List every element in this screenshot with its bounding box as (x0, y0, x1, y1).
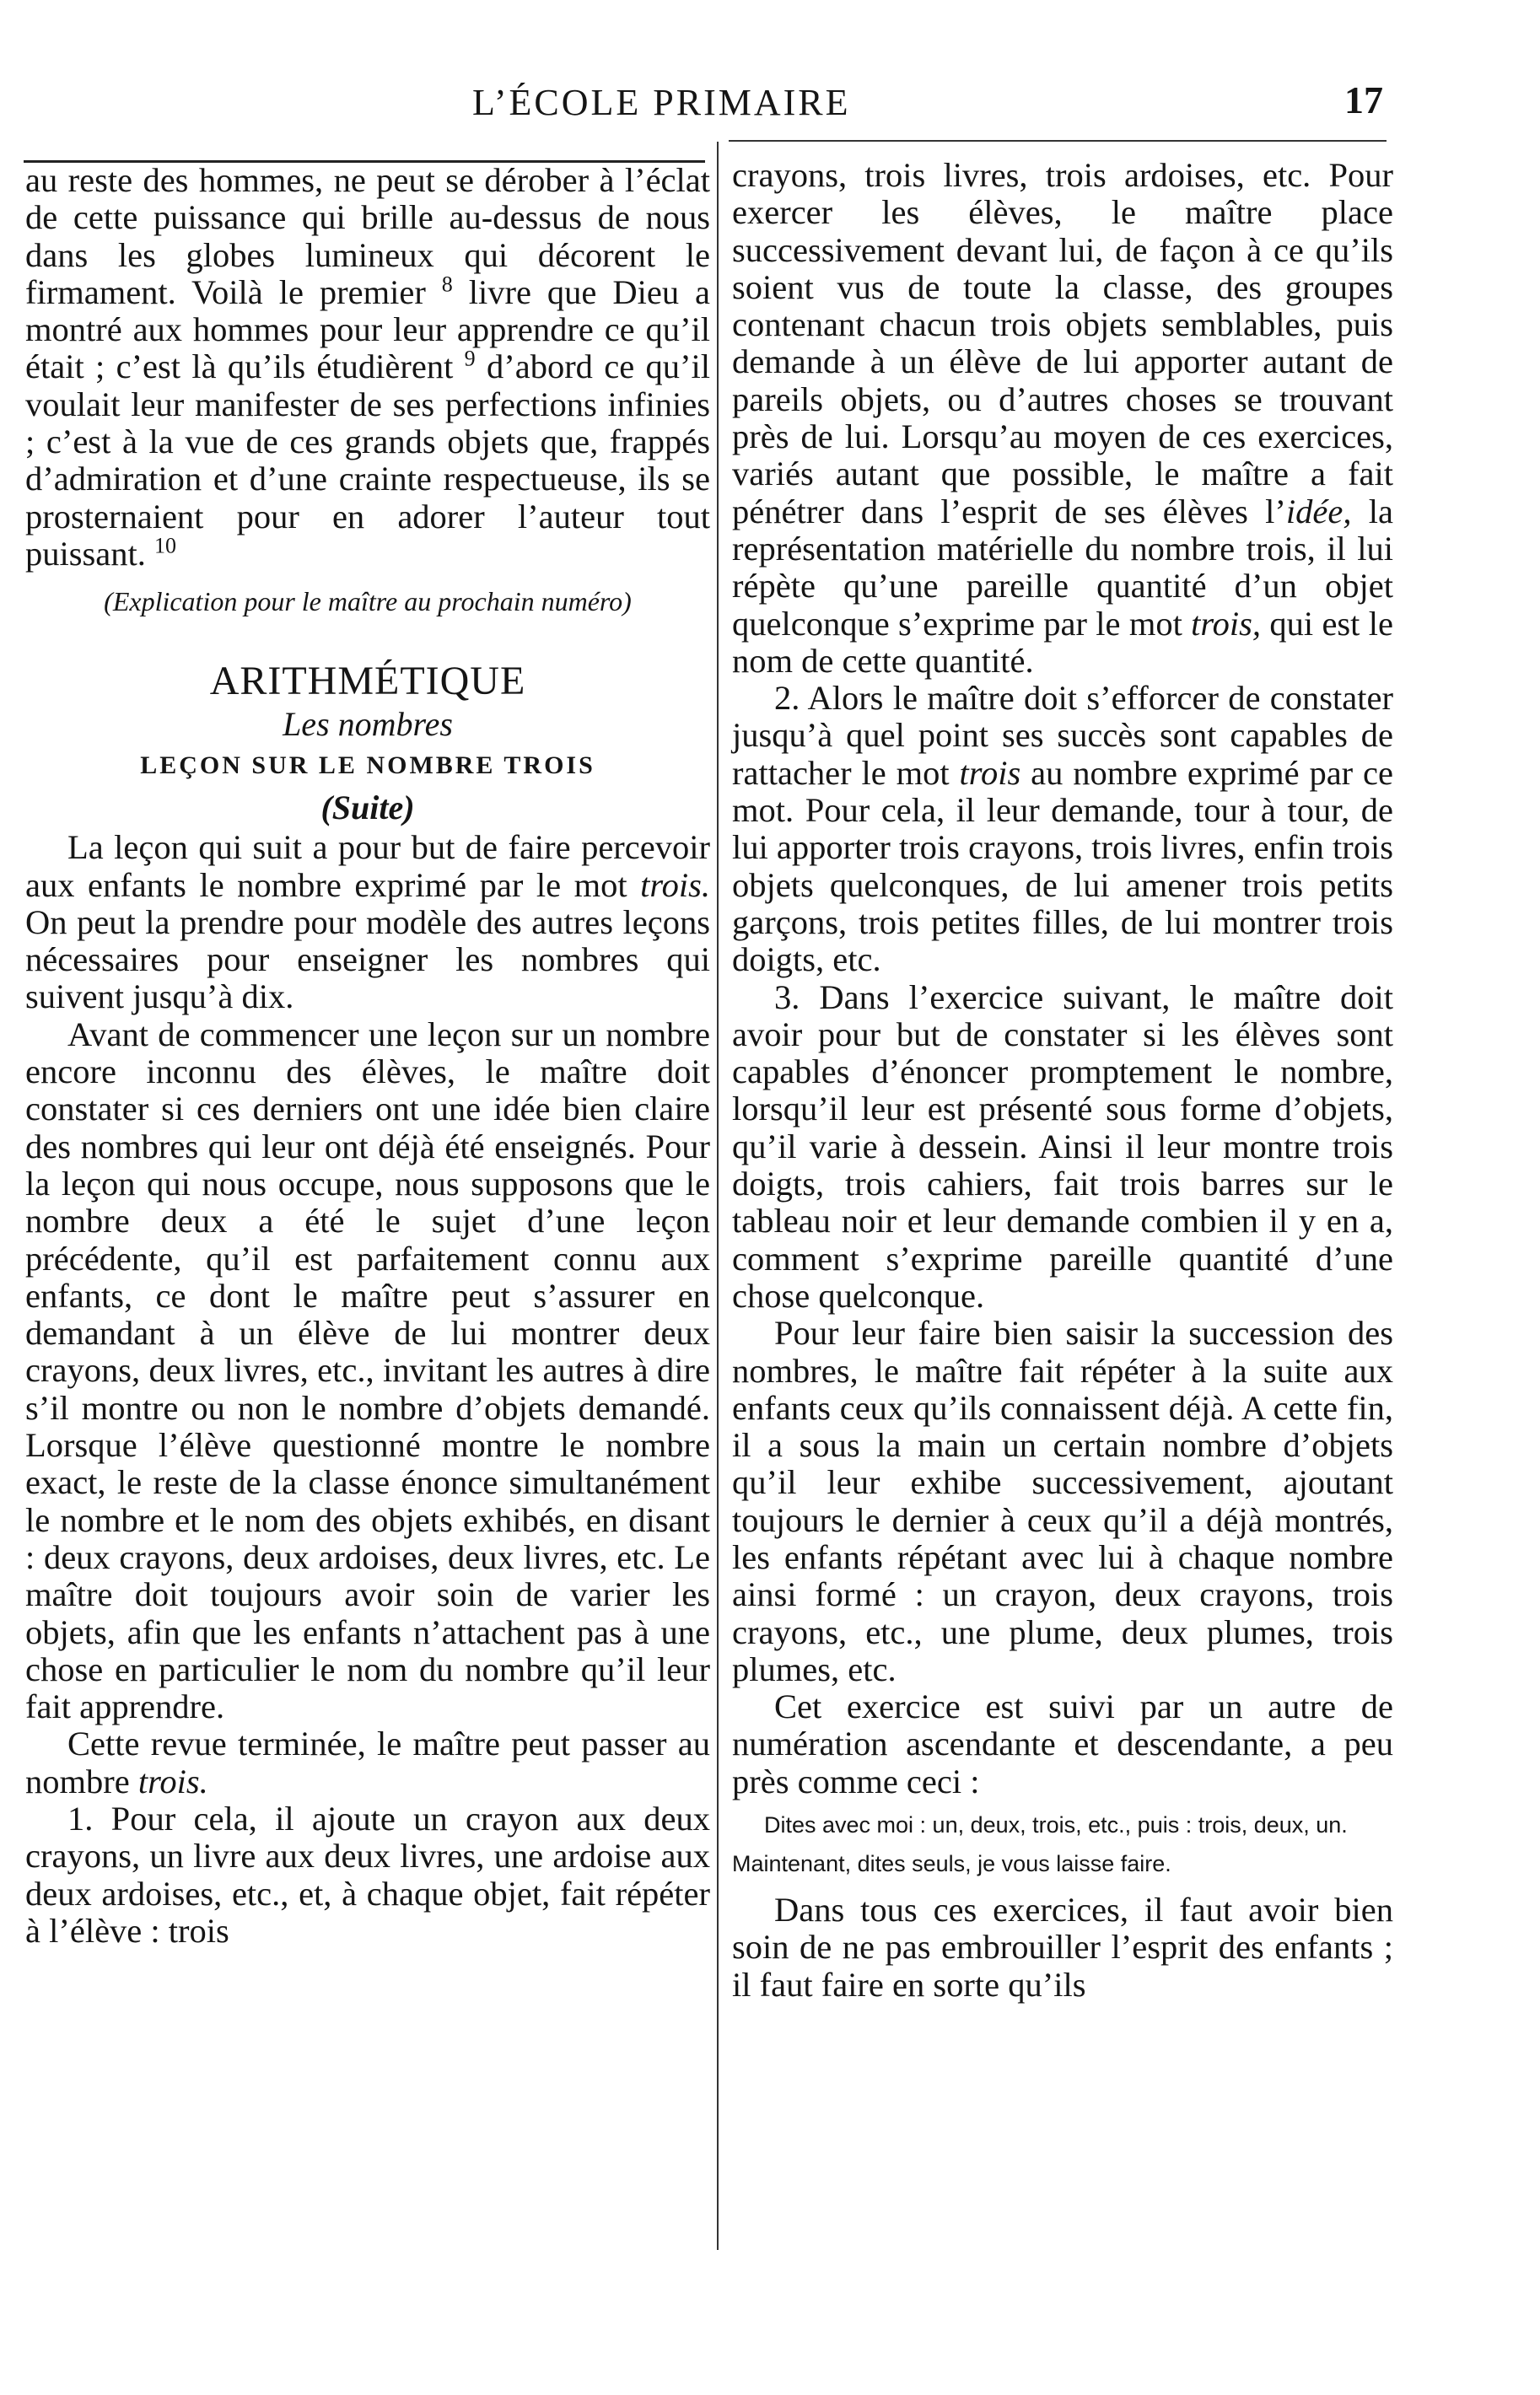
paragraph: Cet exercice est suivi par un autre de numération ascendante et descendante, a peu près comme ceci : (732, 1687, 1393, 1800)
paragraph: Dans tous ces exercices, il faut avoir bien soin de ne pas embrouiller l’esprit des enfants ; il faut faire en sorte qu’ils (732, 1891, 1393, 2004)
paragraph: au reste des hommes, ne peut se dérober à l’éclat de cette puissance qui brille au-dessus de nous dans les globes lumineux qui décorent le firmament. Voilà le premier $^8$ livre que Dieu a montré aux hommes pour leur apprendre ce qu’il était ; c’est là qu’ils étudièrent $^9$ d’abord ce qu’il voulait leur manifester de ses perfections infinies ; c’est à la vue de ces grands objets que, frappés d’admiration et d’une crainte respectueuse, ils se prosternaient pour en adorer l’auteur tout puissant. $^{10}$ (25, 161, 710, 573)
explication-note: (Explication pour le maître au prochain numéro) (104, 586, 632, 617)
header-rule-right (729, 140, 1387, 142)
lesson-suite: (Suite) (320, 788, 415, 827)
section-title: ARITHMÉTIQUE (209, 659, 526, 704)
column-divider (717, 142, 719, 2250)
footnote-marker: 9 (464, 346, 476, 371)
paragraph: 1. Pour cela, il ajoute un crayon aux deux crayons, un livre aux deux livres, une ardoise aux deux ardoises, etc., et, à chaque objet, fait répéter à l’élève : trois (25, 1799, 710, 1950)
paragraph: 2. Alors le maître doit s’efforcer de constater jusqu’à quel point ses succès sont capables de rattacher le mot trois au nombre exprimé par ce mot. Pour cela, il leur demande, tour à tour, de lui apporter trois crayons, trois livres, enfin trois objets quelconques, de lui amener trois petits garçons, trois petites filles, de lui montrer trois doigts, etc. (732, 679, 1393, 979)
paragraph: Pour leur faire bien saisir la succession des nombres, le maître fait répéter à la suite aux enfants ceux qu’ils connaissent déjà. A cette fin, il a sous la main un certain nombre d’objets qu’il leur exhibe successivement, ajoutant toujours le dernier à ceux qu’il a déjà montrés, les enfants répétant avec lui à chaque nombre ainsi formé : un crayon, deux crayons, trois crayons, etc., une plume, deux plumes, trois plumes, etc. (732, 1314, 1393, 1688)
left-column (25, 162, 710, 1950)
right-column (732, 157, 1393, 2004)
lesson-title: LEÇON SUR LE NOMBRE TROIS (140, 751, 595, 780)
section-subtitle: Les nombres (283, 705, 453, 744)
paragraph: Avant de commencer une leçon sur un nombre encore inconnu des élèves, le maître doit constater si ces derniers ont une idée bien claire des nombres qui leur ont déjà été enseignés. Pour la leçon qui nous occupe, nous supposons que le nombre deux a été le sujet d’une leçon précédente, qu’il est parfaitement connu aux enfants, ce dont le maître peut s’assurer en demandant à un élève de lui montrer deux crayons, deux livres, etc., invitant les autres à dire s’il montre ou non le nombre d’objets demandé. Lorsque l’élève questionné montre le nombre exact, le reste de la classe énonce simultanément le nombre et le nom des objets exhibés, en disant : deux crayons, deux ardoises, deux livres, etc. Le maître doit toujours avoir soin de varier les objets, afin que les enfants n’attachent pas à une chose en particulier le nom du nombre qu’il leur fait apprendre. (25, 1015, 710, 1726)
paragraph: La leçon qui suit a pour but de faire percevoir aux enfants le nombre exprimé par le mot trois. On peut la prendre pour modèle des autres leçons nécessaires pour enseigner les nombres qui suivent jusqu’à dix. (25, 828, 710, 1016)
running-header (0, 78, 1540, 128)
page-number: 17 (1344, 78, 1383, 121)
paragraph: 3. Dans l’exercice suivant, le maître doit avoir pour but de constater si les élèves sont capables d’énoncer promptement le nombre, lorsqu’il leur est présenté sous forme d’objets, qu’il varie à dessein. Ainsi il leur montre trois doigts, trois cahiers, fait trois barres sur le tableau noir et leur demande combien il y en a, comment s’exprime pareille quantité d’une chose quelconque. (732, 977, 1393, 1315)
footnote-marker: 10 (154, 533, 177, 558)
paragraph: Cette revue terminée, le maître peut passer au nombre trois. (25, 1725, 710, 1800)
paragraph: crayons, trois livres, trois ardoises, etc. Pour exercer les élèves, le maître place successivement devant lui, de façon à ce qu’ils soient vus de toute la classe, des groupes contenant chacun trois objets semblables, puis demande à un élève de lui apporter autant de pareils objets, ou d’autres choses se trouvant près de lui. Lorsqu’au moyen de ces exercices, variés autant que possible, le maître a fait pénétrer dans l’esprit de ses élèves l’idée, la représentation matérielle du nombre trois, il lui répète qu’une pareille quantité d’un objet quelconque s’exprime par le mot trois, qui est le nom de cette quantité. (732, 156, 1394, 680)
recitation-note: Dites avec moi : un, deux, trois, etc., puis : trois, deux, un. Maintenant, dites seuls, je vous laisse faire. (732, 1812, 1348, 1877)
footnote-marker: 8 (441, 272, 453, 297)
running-title: L’ÉCOLE PRIMAIRE (472, 82, 851, 123)
